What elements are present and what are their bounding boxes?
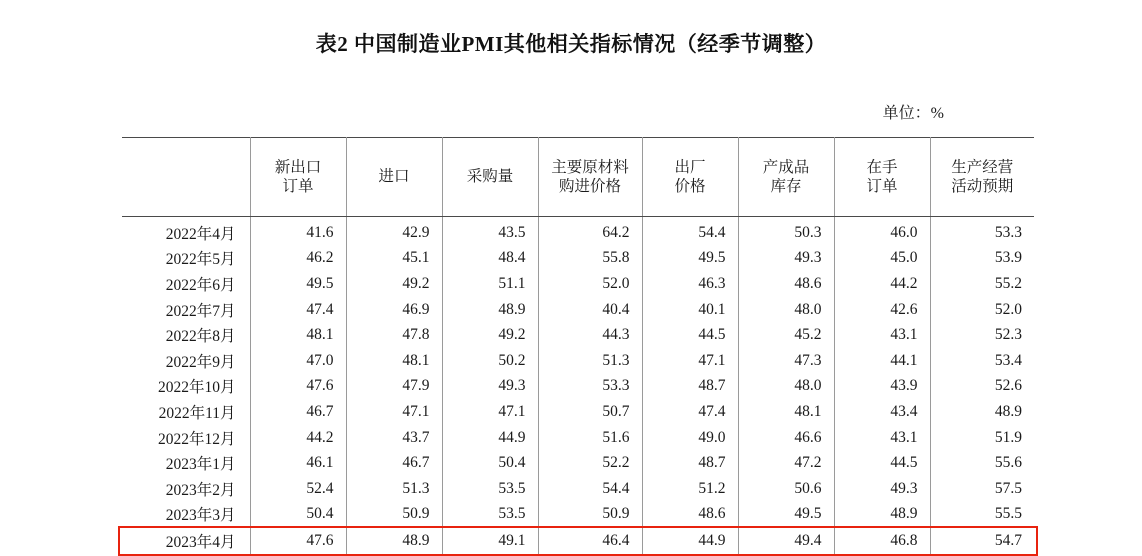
cell-value: 47.6 — [250, 374, 346, 400]
cell-value: 44.1 — [834, 348, 930, 374]
cell-value: 51.9 — [930, 425, 1034, 451]
row-label: 2023年1月 — [122, 450, 250, 476]
cell-value: 55.6 — [930, 450, 1034, 476]
cell-value: 43.5 — [442, 217, 538, 246]
cell-value: 47.4 — [250, 297, 346, 323]
cell-value: 55.2 — [930, 271, 1034, 297]
cell-value: 48.1 — [346, 348, 442, 374]
cell-value: 49.2 — [442, 322, 538, 348]
column-header-line: 在手 — [866, 158, 898, 176]
cell-value: 48.4 — [442, 246, 538, 272]
row-label: 2022年4月 — [122, 217, 250, 246]
cell-value: 49.5 — [250, 271, 346, 297]
page-title: 表2 中国制造业PMI其他相关指标情况（经季节调整） — [315, 32, 827, 56]
table-row — [122, 425, 1034, 451]
cell-value: 54.4 — [538, 476, 642, 502]
cell-value: 52.4 — [250, 476, 346, 502]
table-header-row — [122, 138, 1034, 217]
column-header-purchase-volume — [442, 138, 538, 217]
column-header-line: 库存 — [770, 178, 802, 195]
cell-value: 44.9 — [442, 425, 538, 451]
cell-value: 48.1 — [250, 322, 346, 348]
table-row — [122, 348, 1034, 374]
cell-value: 51.1 — [442, 271, 538, 297]
cell-value: 49.0 — [642, 425, 738, 451]
cell-value: 48.9 — [346, 528, 442, 555]
cell-value: 44.2 — [250, 425, 346, 451]
cell-value: 42.9 — [346, 217, 442, 246]
cell-value: 43.7 — [346, 425, 442, 451]
cell-value: 55.8 — [538, 246, 642, 272]
table-row — [122, 374, 1034, 400]
cell-value: 49.5 — [738, 502, 834, 528]
table-row-highlighted — [122, 528, 1034, 555]
column-header-new-export-orders — [250, 138, 346, 217]
row-label: 2022年11月 — [122, 399, 250, 425]
cell-value: 49.4 — [738, 528, 834, 555]
cell-value: 52.6 — [930, 374, 1034, 400]
row-label: 2022年12月 — [122, 425, 250, 451]
table-row — [122, 297, 1034, 323]
cell-value: 51.3 — [346, 476, 442, 502]
cell-value: 54.7 — [930, 528, 1034, 555]
cell-value: 48.9 — [834, 502, 930, 528]
table-row — [122, 476, 1034, 502]
table-row — [122, 246, 1034, 272]
cell-value: 49.1 — [442, 528, 538, 555]
cell-value: 49.5 — [642, 246, 738, 272]
pmi-indicators-table — [122, 137, 1034, 555]
cell-value: 50.3 — [738, 217, 834, 246]
cell-value: 47.8 — [346, 322, 442, 348]
table-head — [122, 138, 1034, 217]
cell-value: 45.2 — [738, 322, 834, 348]
row-label: 2022年5月 — [122, 246, 250, 272]
cell-value: 48.6 — [642, 502, 738, 528]
cell-value: 52.0 — [930, 297, 1034, 323]
cell-value: 43.9 — [834, 374, 930, 400]
row-label: 2022年10月 — [122, 374, 250, 400]
column-header-imports — [346, 138, 442, 217]
cell-value: 40.4 — [538, 297, 642, 323]
column-header-line: 进口 — [378, 168, 410, 186]
cell-value: 43.4 — [834, 399, 930, 425]
cell-value: 46.4 — [538, 528, 642, 555]
cell-value: 51.3 — [538, 348, 642, 374]
cell-value: 50.4 — [442, 450, 538, 476]
cell-value: 42.6 — [834, 297, 930, 323]
cell-value: 53.4 — [930, 348, 1034, 374]
cell-value: 49.2 — [346, 271, 442, 297]
cell-value: 48.7 — [642, 450, 738, 476]
cell-value: 57.5 — [930, 476, 1034, 502]
cell-value: 47.1 — [346, 399, 442, 425]
cell-value: 44.9 — [642, 528, 738, 555]
unit-note: 单位：% — [882, 105, 944, 122]
column-header-line: 主要原材料 — [551, 158, 629, 176]
cell-value: 46.6 — [738, 425, 834, 451]
cell-value: 46.7 — [346, 450, 442, 476]
cell-value: 50.6 — [738, 476, 834, 502]
table-corner-cell — [122, 138, 250, 217]
cell-value: 48.6 — [738, 271, 834, 297]
cell-value: 48.9 — [930, 399, 1034, 425]
table-row — [122, 502, 1034, 528]
cell-value: 44.5 — [642, 322, 738, 348]
cell-value: 48.9 — [442, 297, 538, 323]
cell-value: 44.5 — [834, 450, 930, 476]
cell-value: 45.1 — [346, 246, 442, 272]
cell-value: 50.2 — [442, 348, 538, 374]
cell-value: 44.2 — [834, 271, 930, 297]
cell-value: 47.2 — [738, 450, 834, 476]
cell-value: 53.3 — [930, 217, 1034, 246]
cell-value: 49.3 — [738, 246, 834, 272]
cell-value: 55.5 — [930, 502, 1034, 528]
cell-value: 41.6 — [250, 217, 346, 246]
cell-value: 46.7 — [250, 399, 346, 425]
cell-value: 53.9 — [930, 246, 1034, 272]
cell-value: 46.0 — [834, 217, 930, 246]
column-header-business-activity-expectation — [930, 138, 1034, 217]
cell-value: 52.0 — [538, 271, 642, 297]
column-header-raw-material-purchase-price — [538, 138, 642, 217]
column-header-line: 产成品 — [762, 158, 810, 176]
table-body — [122, 217, 1034, 555]
cell-value: 64.2 — [538, 217, 642, 246]
cell-value: 47.9 — [346, 374, 442, 400]
cell-value: 50.4 — [250, 502, 346, 528]
row-label: 2022年6月 — [122, 271, 250, 297]
cell-value: 54.4 — [642, 217, 738, 246]
cell-value: 53.3 — [538, 374, 642, 400]
cell-value: 46.2 — [250, 246, 346, 272]
cell-value: 47.1 — [442, 399, 538, 425]
row-label: 2023年4月 — [122, 528, 250, 555]
cell-value: 47.1 — [642, 348, 738, 374]
cell-value: 46.8 — [834, 528, 930, 555]
cell-value: 51.2 — [642, 476, 738, 502]
cell-value: 46.3 — [642, 271, 738, 297]
table-row — [122, 271, 1034, 297]
column-header-backlog-of-orders — [834, 138, 930, 217]
row-label: 2023年2月 — [122, 476, 250, 502]
table-row — [122, 450, 1034, 476]
cell-value: 40.1 — [642, 297, 738, 323]
cell-value: 49.3 — [442, 374, 538, 400]
cell-value: 50.9 — [538, 502, 642, 528]
column-header-line: 生产经营 — [951, 158, 1014, 176]
cell-value: 47.6 — [250, 528, 346, 555]
cell-value: 47.4 — [642, 399, 738, 425]
column-header-line: 活动预期 — [951, 178, 1014, 195]
column-header-line: 订单 — [282, 178, 314, 195]
cell-value: 50.9 — [346, 502, 442, 528]
cell-value: 53.5 — [442, 502, 538, 528]
column-header-line: 订单 — [866, 178, 898, 195]
row-label: 2022年8月 — [122, 322, 250, 348]
cell-value: 43.1 — [834, 322, 930, 348]
cell-value: 48.0 — [738, 297, 834, 323]
row-label: 2023年3月 — [122, 502, 250, 528]
column-header-line: 采购量 — [466, 168, 514, 186]
cell-value: 48.1 — [738, 399, 834, 425]
cell-value: 52.3 — [930, 322, 1034, 348]
cell-value: 51.6 — [538, 425, 642, 451]
column-header-line: 购进价格 — [558, 178, 621, 195]
table-row — [122, 217, 1034, 246]
cell-value: 49.3 — [834, 476, 930, 502]
column-header-ex-factory-price — [642, 138, 738, 217]
cell-value: 45.0 — [834, 246, 930, 272]
column-header-finished-goods-inventory — [738, 138, 834, 217]
column-header-line: 价格 — [674, 178, 706, 195]
cell-value: 48.0 — [738, 374, 834, 400]
row-label: 2022年9月 — [122, 348, 250, 374]
cell-value: 47.3 — [738, 348, 834, 374]
table-row — [122, 399, 1034, 425]
cell-value: 46.1 — [250, 450, 346, 476]
cell-value: 44.3 — [538, 322, 642, 348]
cell-value: 50.7 — [538, 399, 642, 425]
row-label: 2022年7月 — [122, 297, 250, 323]
cell-value: 43.1 — [834, 425, 930, 451]
cell-value: 47.0 — [250, 348, 346, 374]
cell-value: 46.9 — [346, 297, 442, 323]
cell-value: 48.7 — [642, 374, 738, 400]
table-container — [0, 123, 1142, 555]
cell-value: 52.2 — [538, 450, 642, 476]
cell-value: 53.5 — [442, 476, 538, 502]
column-header-line: 出厂 — [674, 158, 706, 176]
column-header-line: 新出口 — [274, 158, 322, 176]
table-row — [122, 322, 1034, 348]
